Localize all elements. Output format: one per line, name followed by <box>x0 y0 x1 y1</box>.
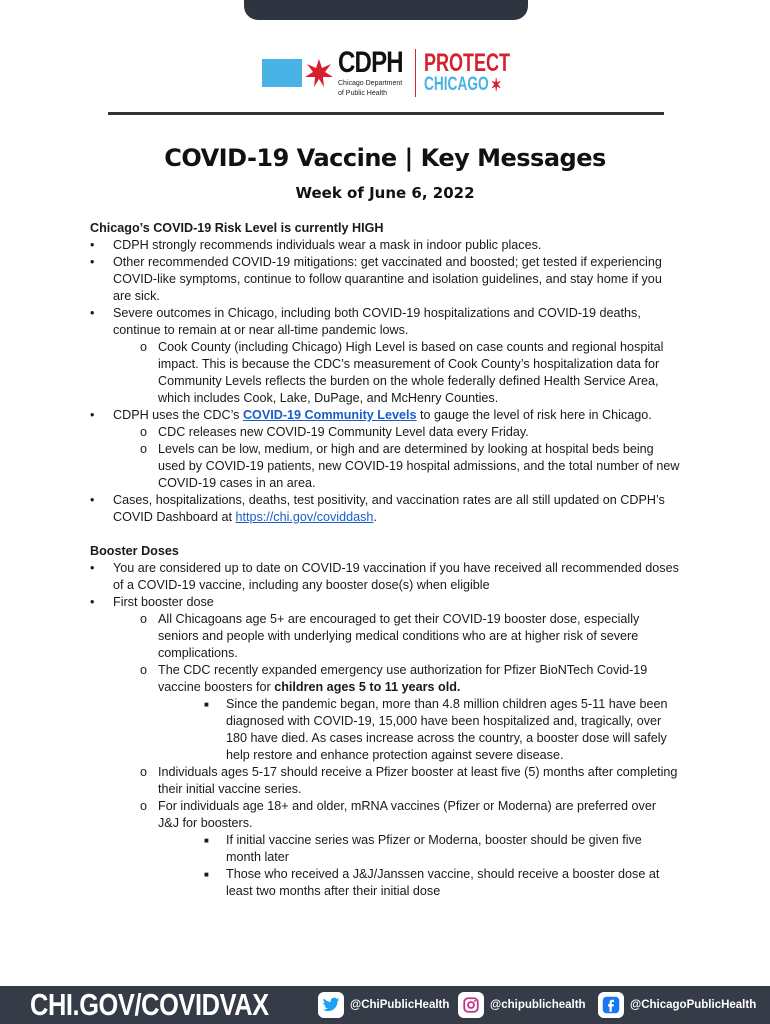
community-levels-link[interactable]: COVID-19 Community Levels <box>242 408 417 422</box>
sub-list-text: For individuals age 18+ and older, mRNA vaccines (Pfizer or Moderna) are preferred over J&J for boosters. <box>158 799 657 830</box>
logo-blue-bar <box>262 59 302 87</box>
list-text: CDPH uses the CDC’s <box>113 408 243 422</box>
circle-bullet-icon: o <box>140 340 148 354</box>
cdph-wordmark <box>338 48 419 98</box>
circle-bullet-icon: o <box>140 612 148 626</box>
header-rule <box>108 112 664 115</box>
sub-list-text: CDC releases new COVID-19 Community Level data every Friday. <box>158 425 529 439</box>
facebook-handle-text: @ChicagoPublicHealth <box>630 999 757 1011</box>
protect-chicago-wordmark <box>424 51 543 95</box>
page-subtitle: Week of June 6, 2022 <box>295 184 475 202</box>
sub-sub-list-item <box>204 832 680 866</box>
list-text: . <box>373 510 377 524</box>
logo-divider <box>415 49 416 97</box>
list-item <box>90 407 680 424</box>
sub-list-item <box>140 611 680 662</box>
sub-sub-list-item <box>204 866 680 900</box>
list-item <box>90 492 680 526</box>
list-item: • Other recommended COVID-19 mitigations: get vaccinated and boosted; get tested if experiencing COVID-like symptoms, continue to follow quarantine and isolation guidelines, and stay home if you are sick. <box>90 254 680 305</box>
section-heading-risk-level: Chicago’s COVID-19 Risk Level is currently HIGH <box>90 221 384 235</box>
sub-list-text: Cook County (including Chicago) High Level is based on case counts and regional hospital impact. This is because the CDC’s measurement of Cook County’s hospitalization data for Community Levels reflects the burden on the whole federally defined Health Service Area, which includes Cook, Lake, DuPage, and McHenry Counties. <box>158 340 664 405</box>
sub-sub-list-item <box>204 696 680 764</box>
twitter-handle-text: @ChiPublicHealth <box>350 999 450 1011</box>
facebook-handle[interactable] <box>598 991 756 1019</box>
instagram-handle[interactable] <box>458 991 586 1019</box>
square-bullet-icon: ■ <box>204 700 209 709</box>
cdph-sub-1: Chicago Department <box>338 80 403 87</box>
facebook-icon <box>598 992 624 1018</box>
chicago-text: CHICAGO <box>424 74 489 95</box>
sub-list-item <box>140 424 680 441</box>
cdph-text: CDPH <box>338 46 403 79</box>
star-icon: ✶ <box>490 75 502 95</box>
circle-bullet-icon: o <box>140 425 148 439</box>
sub-list-item <box>140 339 680 407</box>
covidvax-url[interactable]: CHI.GOV/COVIDVAX <box>30 987 269 1022</box>
protect-text: PROTECT <box>424 49 511 77</box>
sub-list-text: Levels can be low, medium, or high and are determined by looking at hospital beds being used by COVID-19 patients, new COVID-19 hospital admissions, and the total number of new COVID-19 cases in an area. <box>158 442 680 490</box>
sub-sub-list-text: Those who received a J&J/Janssen vaccine, should receive a booster dose at least two months after their initial dose <box>226 867 660 898</box>
twitter-handle[interactable] <box>318 991 449 1019</box>
cdph-sub-2: of Public Health <box>338 90 388 97</box>
list-item: • Severe outcomes in Chicago, including both COVID-19 hospitalizations and COVID-19 deaths, continue to remain at or near all-time pandemic lows. <box>90 305 680 339</box>
page-title: COVID-19 Vaccine | Key Messages <box>164 144 606 172</box>
list-text: to gauge the level of risk here in Chicago. <box>416 408 652 422</box>
square-bullet-icon: ■ <box>204 836 209 845</box>
list-item: • You are considered up to date on COVID-19 vaccination if you have received all recommended doses of a COVID-19 vaccine, including any booster dose(s) when eligible <box>90 560 680 594</box>
list-item: • CDPH strongly recommends individuals wear a mask in indoor public places. <box>90 237 680 254</box>
sub-sub-list-text: Since the pandemic began, more than 4.8 million children ages 5-11 have been diagnosed with COVID-19, 15,000 have been hospitalized and, tragically, over 180 have died. As cases increase across the country, a booster dose will safely help restore and enhance protection against severe disease. <box>226 697 668 762</box>
list-item: • First booster dose <box>90 594 680 611</box>
top-tab-decoration <box>244 0 528 20</box>
sub-list-bold-text: children ages 5 to 11 years old. <box>274 680 461 694</box>
instagram-handle-text: @chipublichealth <box>490 999 586 1011</box>
twitter-icon <box>318 992 344 1018</box>
sub-sub-list-text: If initial vaccine series was Pfizer or Moderna, booster should be given five month later <box>226 833 642 864</box>
sub-list-text: The CDC recently expanded emergency use authorization for Pfizer BioNTech Covid-19 vaccine boosters for <box>158 663 648 694</box>
sub-list-item <box>140 764 680 798</box>
list-text: Cases, hospitalizations, deaths, test positivity, and vaccination rates are all still updated on CDPH’s COVID Dashboard at <box>113 493 665 524</box>
spacer <box>90 526 680 543</box>
sub-list-item <box>140 798 680 832</box>
sub-list-item <box>140 441 680 492</box>
section-heading-booster-doses: Booster Doses <box>90 544 179 558</box>
circle-bullet-icon: o <box>140 663 148 677</box>
circle-bullet-icon: o <box>140 765 148 779</box>
circle-bullet-icon: o <box>140 799 148 813</box>
chicago-star-icon <box>304 58 334 88</box>
sub-list-text: Individuals ages 5-17 should receive a Pfizer booster at least five (5) months after completing their initial vaccine series. <box>158 765 678 796</box>
document-body <box>90 220 680 900</box>
covid-dashboard-link[interactable]: https://chi.gov/coviddash <box>235 510 374 524</box>
cdph-protect-chicago-logo <box>262 46 543 100</box>
instagram-icon <box>458 992 484 1018</box>
sub-list-item <box>140 662 680 696</box>
square-bullet-icon: ■ <box>204 870 209 879</box>
sub-list-text: All Chicagoans age 5+ are encouraged to get their COVID-19 booster dose, especially seniors and people with underlying medical conditions who are at higher risk of severe complications. <box>158 612 640 660</box>
circle-bullet-icon: o <box>140 442 148 456</box>
footer-bar <box>0 986 770 1024</box>
